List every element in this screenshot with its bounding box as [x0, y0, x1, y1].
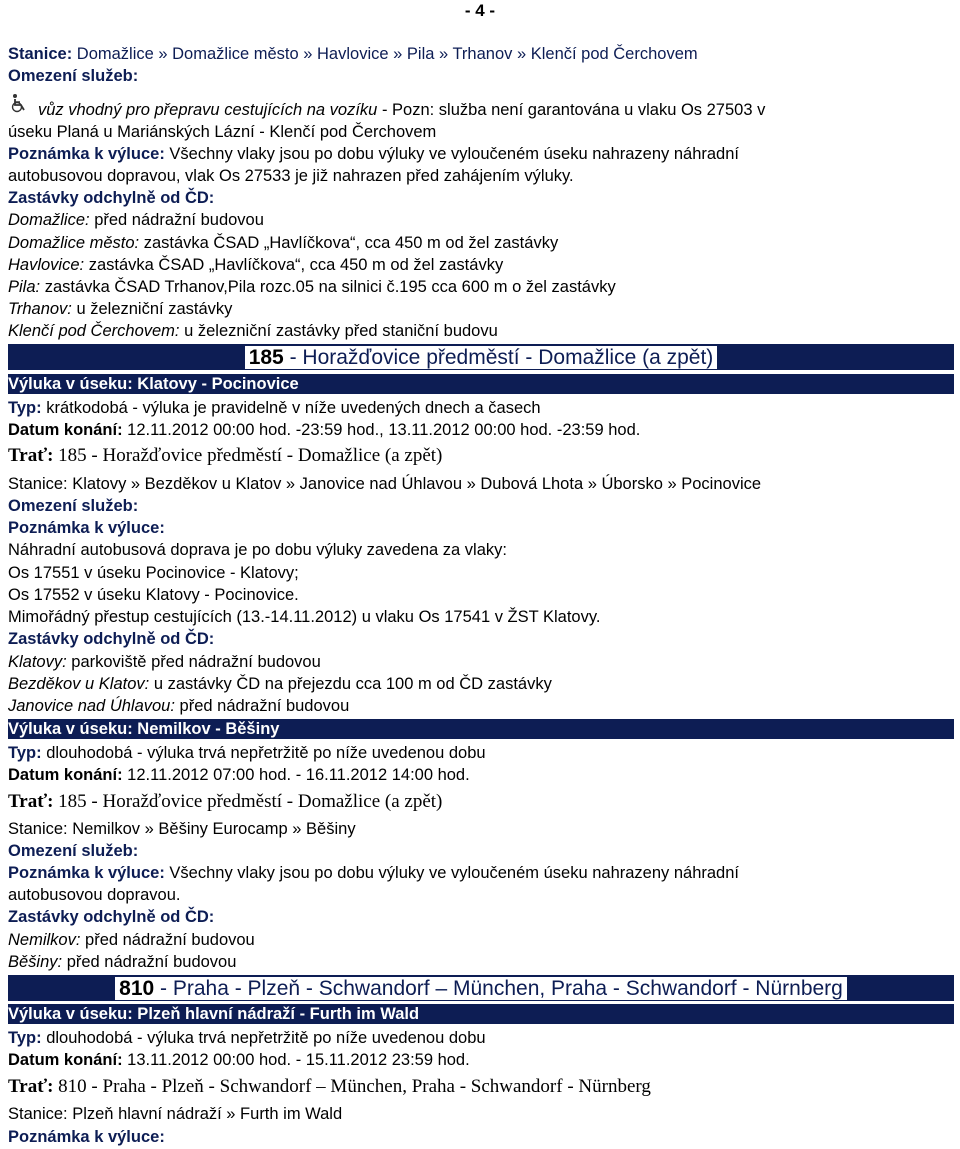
- stop-item: Klatovy: parkoviště před nádražní budovou: [8, 653, 321, 671]
- note-line: Náhradní autobusová doprava je po dobu výluky zavedena za vlaky:: [8, 541, 507, 559]
- stops-label: Zastávky odchylně od ČD:: [8, 908, 215, 926]
- stations-line: [8, 43, 698, 65]
- stop-item: Janovice nad Úhlavou: před nádražní budovou: [8, 697, 350, 715]
- date-line: Datum konání: 12.11.2012 00:00 hod. -23:59 hod., 13.11.2012 00:00 hod. -23:59 hod.: [8, 421, 641, 439]
- stop-item: Bezděkov u Klatov: u zastávky ČD na přejezdu cca 100 m od ČD zastávky: [8, 675, 552, 693]
- track-line: Trať: 810 - Praha - Plzeň - Schwandorf – München, Praha - Schwandorf - Nürnberg: [8, 1076, 651, 1097]
- service-restrictions-label: Omezení služeb:: [8, 842, 139, 860]
- line-header-810: [8, 975, 954, 1001]
- closure-section-header: Výluka v úseku: Klatovy - Pocinovice: [8, 374, 954, 394]
- stop-item: Klenčí pod Čerchovem: u železniční zastávky před staniční budovu: [8, 322, 498, 340]
- line-number: 810: [119, 977, 155, 1000]
- closure-note-line-2: autobusovou dopravou.: [8, 886, 181, 904]
- service-restrictions-label: Omezení služeb:: [8, 67, 139, 85]
- stop-item: Pila: zastávka ČSAD Trhanov,Pila rozc.05 na silnici č.195 cca 600 m o žel zastávky: [8, 278, 616, 296]
- closure-note-label: Poznámka k výluce:: [8, 1128, 165, 1146]
- stations-line: Stanice: Plzeň hlavní nádraží » Furth im Wald: [8, 1105, 343, 1123]
- type-line: Typ: dlouhodobá - výluka trvá nepřetržitě po níže uvedenou dobu: [8, 1029, 486, 1047]
- line-number: 185: [248, 346, 284, 369]
- restriction-text: vůz vhodný pro přepravu cestujících na vozíku: [38, 101, 378, 119]
- closure-section-header: Výluka v úseku: Nemilkov - Běšiny: [8, 719, 954, 739]
- stops-label: Zastávky odchylně od ČD:: [8, 630, 215, 648]
- closure-note-line-2: autobusovou dopravou, vlak Os 27533 je již nahrazen před zahájením výluky.: [8, 167, 574, 185]
- line-header-185: [8, 344, 954, 370]
- line-name: - Horažďovice předměstí - Domažlice (a zpět): [283, 346, 714, 369]
- note-line: Os 17551 v úseku Pocinovice - Klatovy;: [8, 564, 299, 582]
- stops-label: Zastávky odchylně od ČD:: [8, 189, 215, 207]
- closure-section-header: Výluka v úseku: Plzeň hlavní nádraží - Furth im Wald: [8, 1004, 954, 1024]
- stations-line: Stanice: Klatovy » Bezděkov u Klatov » Janovice nad Úhlavou » Dubová Lhota » Úborsko » Pocinovice: [8, 475, 762, 493]
- page-number: - 4 -: [464, 1, 496, 20]
- restriction-note: - Pozn: služba není garantována u vlaku Os 27503 v: [377, 101, 766, 119]
- stop-item: Domažlice město: zastávka ČSAD „Havlíčkova“, cca 450 m od žel zastávky: [8, 234, 559, 252]
- date-line: Datum konání: 12.11.2012 07:00 hod. - 16.11.2012 14:00 hod.: [8, 766, 470, 784]
- stop-item: Trhanov: u železniční zastávky: [8, 300, 233, 318]
- stop-item: Havlovice: zastávka ČSAD „Havlíčkova“, cca 450 m od žel zastávky: [8, 256, 504, 274]
- restriction-line-2: úseku Planá u Mariánských Lázní - Klenčí pod Čerchovem: [8, 123, 437, 141]
- note-line: Mimořádný přestup cestujících (13.-14.11.2012) u vlaku Os 17541 v ŽST Klatovy.: [8, 608, 601, 626]
- closure-note: Poznámka k výluce: Všechny vlaky jsou po dobu výluky ve vyloučeném úseku nahrazeny náhradní: [8, 145, 739, 163]
- line-name: - Praha - Plzeň - Schwandorf – München, Praha - Schwandorf - Nürnberg: [154, 977, 843, 1000]
- type-line: Typ: krátkodobá - výluka je pravidelně v níže uvedených dnech a časech: [8, 399, 541, 417]
- stations-label: Stanice:: [8, 45, 73, 63]
- wheelchair-icon: [10, 93, 32, 119]
- note-line: Os 17552 v úseku Klatovy - Pocinovice.: [8, 586, 299, 604]
- closure-note: Poznámka k výluce: Všechny vlaky jsou po dobu výluky ve vyloučeném úseku nahrazeny náhradní: [8, 864, 739, 882]
- track-line: Trať: 185 - Horažďovice předměstí - Domažlice (a zpět): [8, 445, 443, 466]
- date-line: Datum konání: 13.11.2012 00:00 hod. - 15.11.2012 23:59 hod.: [8, 1051, 470, 1069]
- stop-item: Domažlice: před nádražní budovou: [8, 211, 264, 229]
- type-line: Typ: dlouhodobá - výluka trvá nepřetržitě po níže uvedenou dobu: [8, 744, 486, 762]
- service-restrictions-label: Omezení služeb:: [8, 497, 139, 515]
- stop-item: Běšiny: před nádražní budovou: [8, 953, 237, 971]
- stations-value: Domažlice » Domažlice město » Havlovice » Pila » Trhanov » Klenčí pod Čerchovem: [72, 45, 698, 63]
- closure-note-label: Poznámka k výluce:: [8, 519, 165, 537]
- track-line: Trať: 185 - Horažďovice předměstí - Domažlice (a zpět): [8, 791, 443, 812]
- stations-line: Stanice: Nemilkov » Běšiny Eurocamp » Běšiny: [8, 820, 356, 838]
- restriction-line: [10, 93, 765, 119]
- stop-item: Nemilkov: před nádražní budovou: [8, 931, 255, 949]
